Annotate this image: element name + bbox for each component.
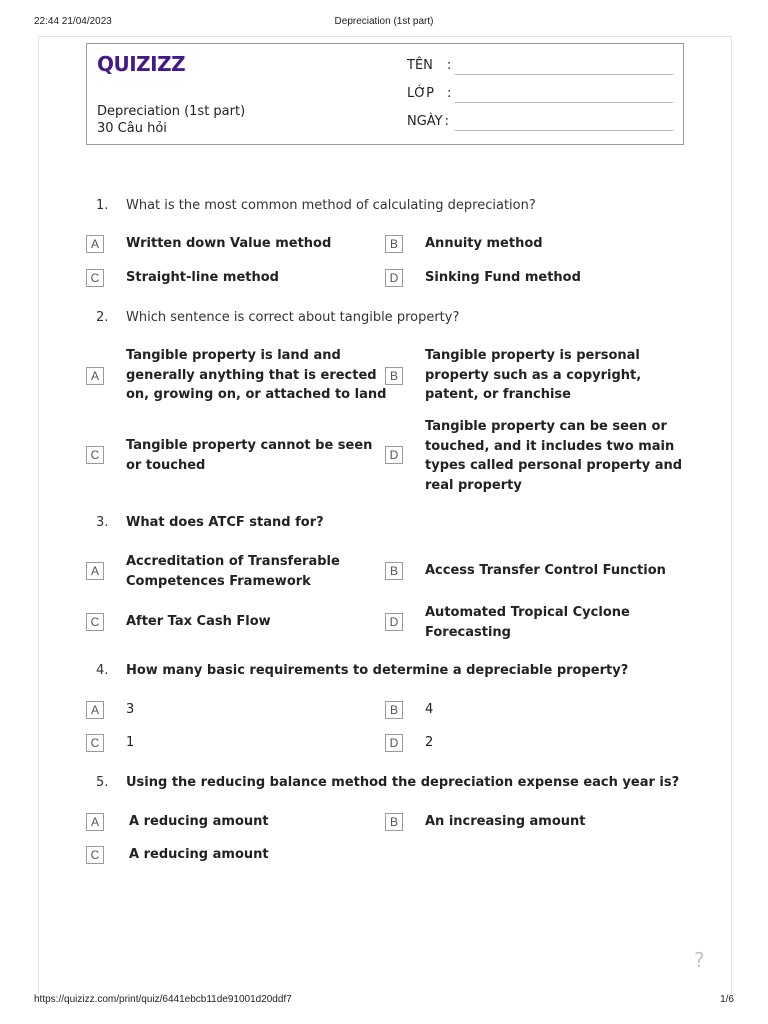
question-number: 3. — [96, 515, 109, 530]
option-letter: A — [86, 235, 104, 253]
option-text: Written down Value method — [126, 236, 332, 251]
option-letter: C — [86, 269, 104, 287]
class-blank — [455, 102, 673, 103]
class-label: LỚP : — [407, 86, 452, 101]
option-text: Accreditation of Transferable Competences Framework — [126, 554, 340, 589]
name-blank — [455, 74, 673, 75]
question-number: 2. — [96, 310, 109, 325]
question-text: Which sentence is correct about tangible property? — [126, 310, 460, 325]
option-letter: A — [86, 367, 104, 385]
question-number: 1. — [96, 198, 109, 213]
option-text: 3 — [126, 702, 135, 717]
name-label: TÊN : — [407, 58, 452, 73]
option-letter: B — [385, 235, 403, 253]
quiz-title: Depreciation (1st part) — [97, 104, 246, 119]
option-text: A reducing amount — [129, 847, 269, 862]
option-letter: B — [385, 701, 403, 719]
option-text: 1 — [126, 735, 135, 750]
option-text: A reducing amount — [129, 814, 269, 829]
student-info-box — [86, 43, 684, 145]
print-title: Depreciation (1st part) — [334, 16, 434, 27]
option-text: Straight-line method — [126, 270, 279, 285]
question-text: Using the reducing balance method the depreciation expense each year is? — [126, 775, 680, 790]
question-number: 5. — [96, 775, 109, 790]
option-text: Access Transfer Control Function — [425, 563, 666, 578]
option-text: Tangible property can be seen or touched, and it includes two main types called personal property and real property — [425, 419, 683, 493]
date-blank — [455, 130, 673, 131]
option-text: Tangible property is land and generally anything that is erected on, growing on, or attached to land — [126, 348, 387, 402]
page-number: 1/6 — [720, 994, 734, 1005]
option-letter: B — [385, 367, 403, 385]
option-text: Tangible property is personal property such as a copyright, patent, or franchise — [425, 348, 642, 402]
option-letter: D — [385, 269, 403, 287]
option-text: Automated Tropical Cyclone Forecasting — [425, 605, 630, 640]
option-letter: C — [86, 446, 104, 464]
option-text: Tangible property cannot be seen or touched — [126, 438, 373, 473]
option-text: 2 — [425, 735, 434, 750]
option-text: Annuity method — [425, 236, 543, 251]
option-text: After Tax Cash Flow — [126, 614, 271, 629]
option-letter: D — [385, 734, 403, 752]
quizizz-logo: QUIZIZZ — [97, 52, 186, 76]
question-text: What is the most common method of calculating depreciation? — [126, 198, 536, 213]
option-letter: A — [86, 813, 104, 831]
option-letter: A — [86, 701, 104, 719]
option-letter: B — [385, 813, 403, 831]
option-letter: C — [86, 734, 104, 752]
date-label: NGÀY : — [407, 114, 450, 129]
question-count: 30 Câu hỏi — [97, 121, 167, 136]
option-letter: C — [86, 846, 104, 864]
question-text: What does ATCF stand for? — [126, 515, 324, 530]
print-header — [0, 16, 768, 30]
help-icon[interactable]: ? — [694, 948, 705, 972]
option-letter: D — [385, 446, 403, 464]
print-footer — [0, 994, 768, 1008]
option-letter: A — [86, 562, 104, 580]
print-datetime: 22:44 21/04/2023 — [34, 16, 112, 27]
option-letter: D — [385, 613, 403, 631]
question-text: How many basic requirements to determine a depreciable property? — [126, 663, 629, 678]
option-text: An increasing amount — [425, 814, 586, 829]
option-letter: B — [385, 562, 403, 580]
option-text: 4 — [425, 702, 434, 717]
question-number: 4. — [96, 663, 109, 678]
option-letter: C — [86, 613, 104, 631]
option-text: Sinking Fund method — [425, 270, 581, 285]
print-url: https://quizizz.com/print/quiz/6441ebcb11de91001d20ddf7 — [34, 994, 292, 1005]
